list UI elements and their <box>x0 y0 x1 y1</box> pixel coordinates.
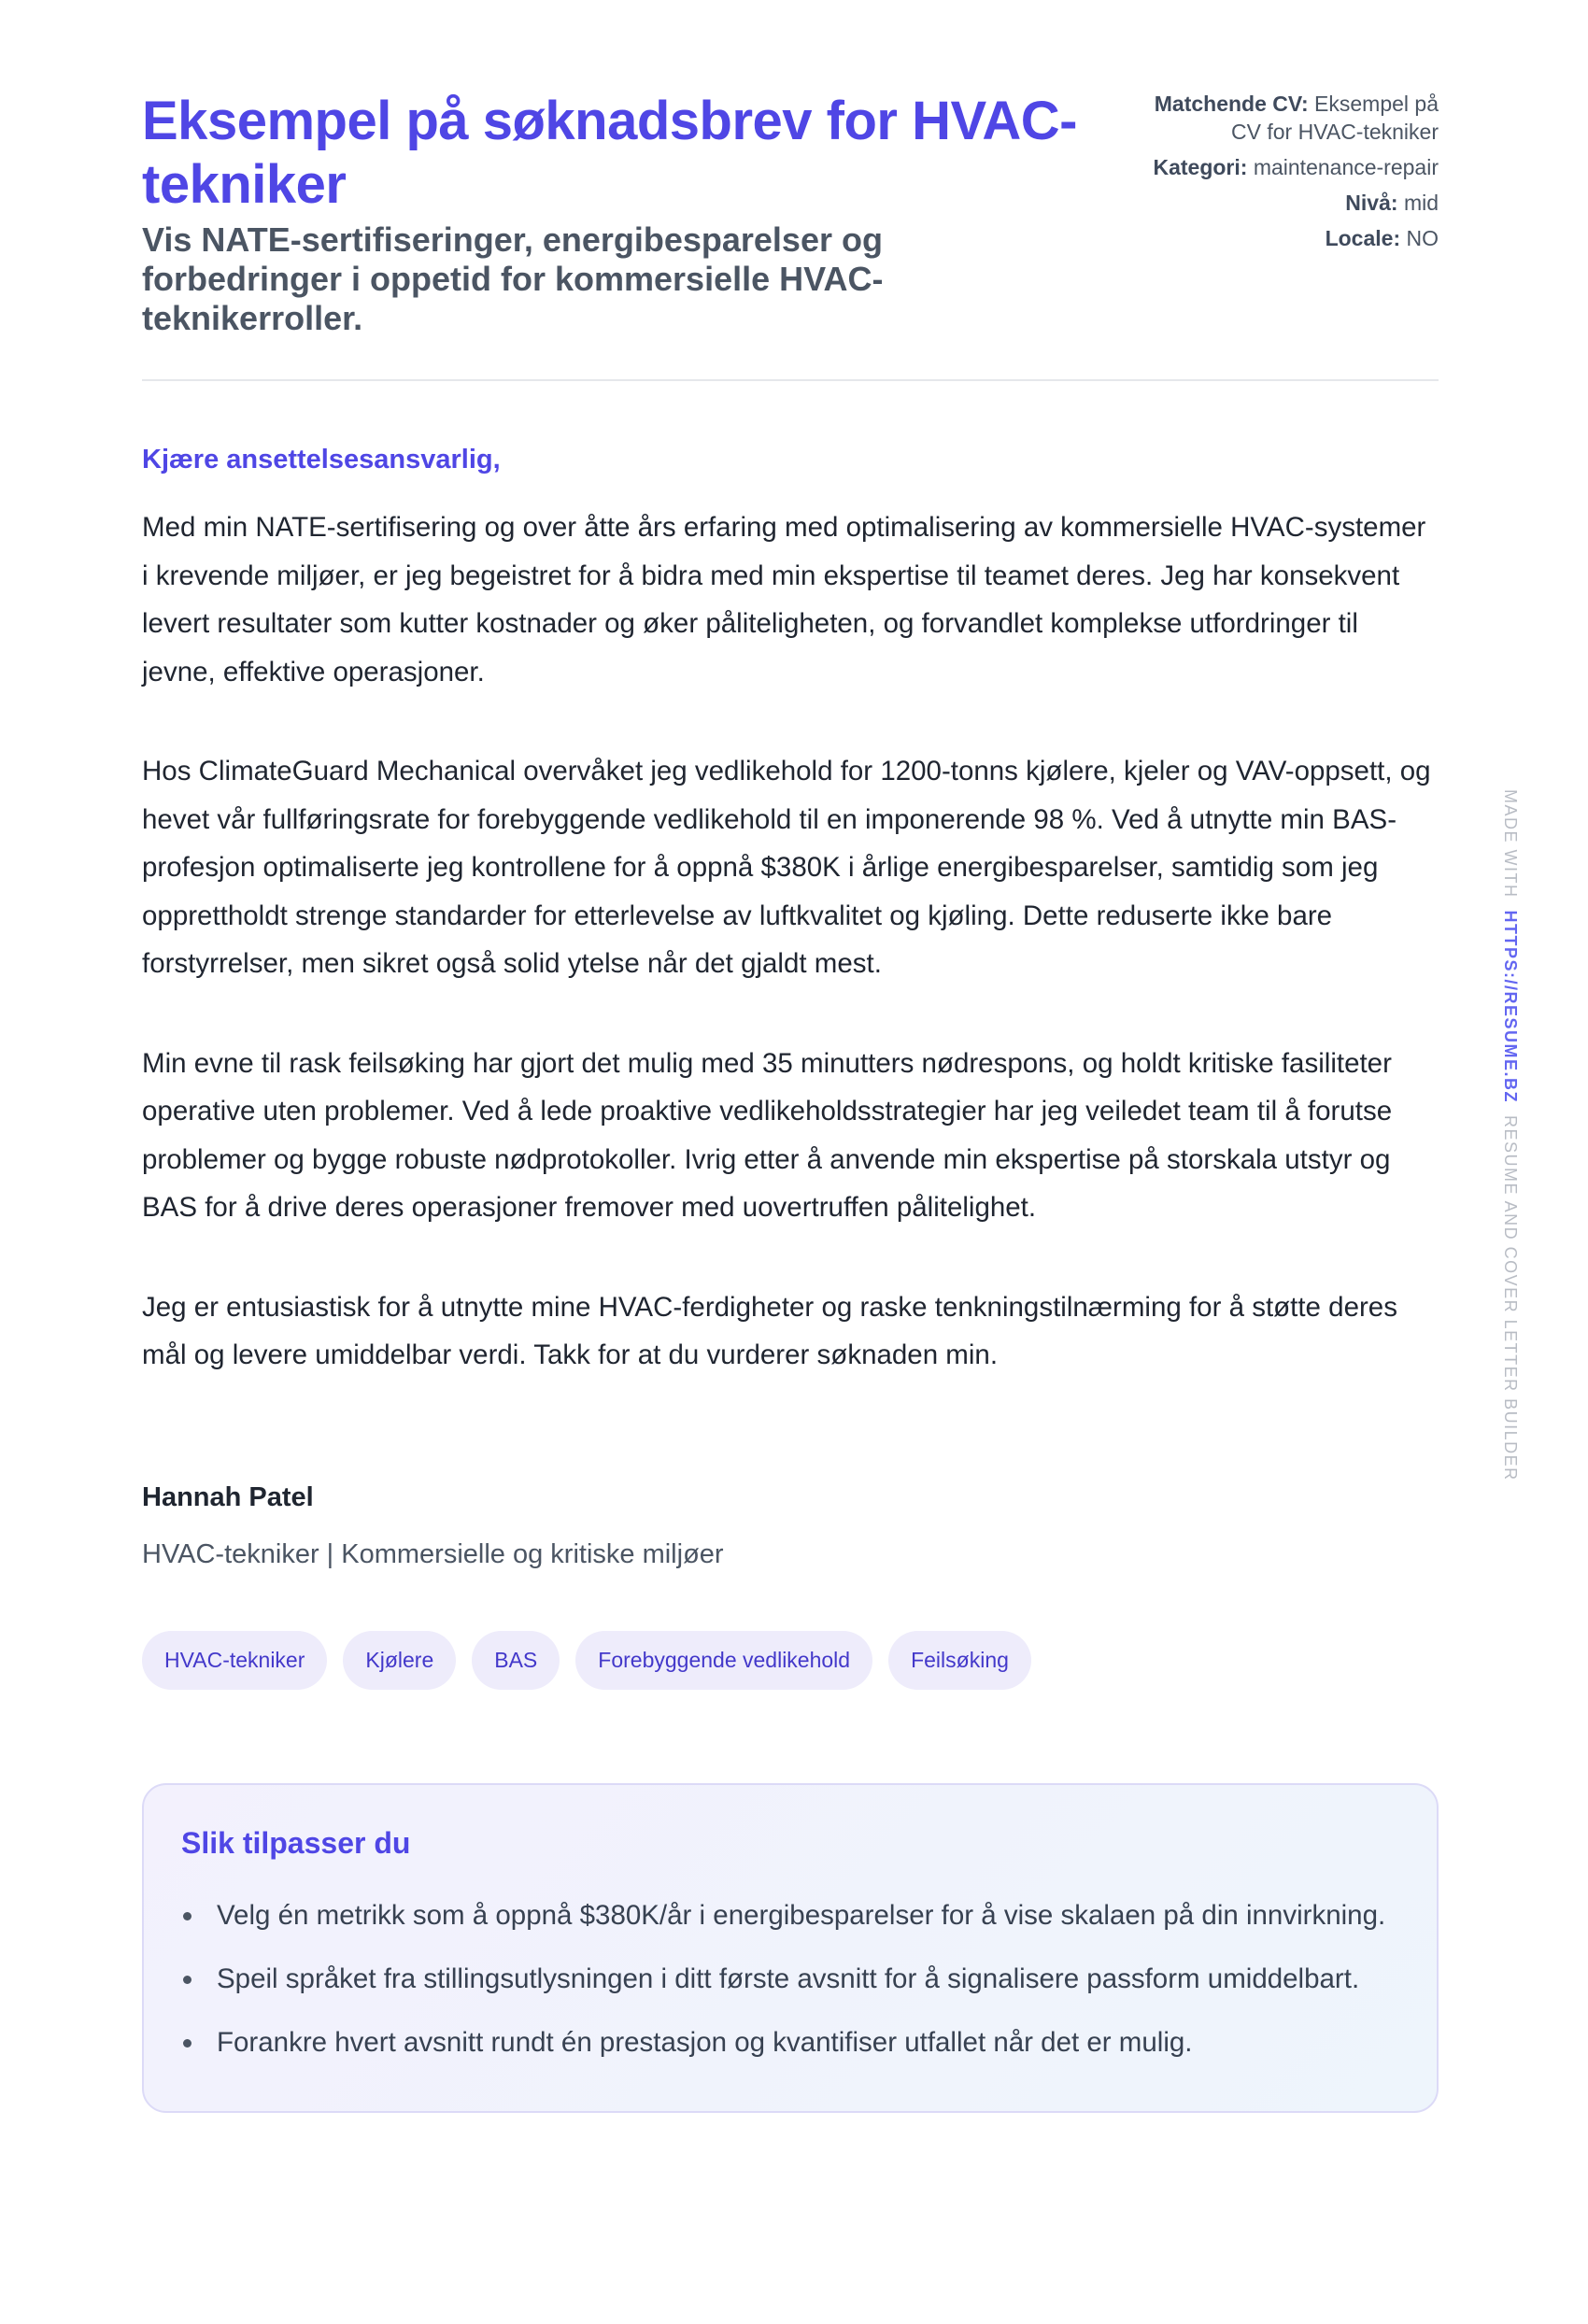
letter-paragraph: Jeg er entusiastisk for å utnytte mine HVAC-ferdigheter og raske tenkningstilnærming for å støtte deres mål og levere umiddelbar verdi. Takk for at du vurderer søknaden min. <box>142 1291 1397 1370</box>
meta-label: Locale: <box>1325 226 1401 250</box>
page-title: Eksempel på søknadsbrev for HVAC-tekniker <box>142 91 1077 215</box>
tips-title: Slik tilpasser du <box>181 1825 411 1860</box>
tip-item: Forankre hvert avsnitt rundt én prestasjon og kvantifiser utfallet når det er mulig. <box>181 2019 1399 2066</box>
tag[interactable]: Forebyggende vedlikehold <box>575 1631 872 1690</box>
meta-label: Kategori: <box>1153 155 1248 179</box>
meta-locale <box>1130 224 1439 252</box>
tips-list <box>181 1892 1399 2066</box>
meta-category <box>1130 153 1439 181</box>
meta-matching-cv <box>1130 90 1439 146</box>
tip-item: Speil språket fra stillingsutlysningen i ditt første avsnitt for å signalisere passform umiddelbart. <box>181 1956 1399 2003</box>
meta-value: maintenance-repair <box>1253 155 1439 179</box>
meta-label: Matchende CV: <box>1154 92 1309 116</box>
tips-box <box>142 1783 1439 2113</box>
letter-paragraph: Min evne til rask feilsøking har gjort det mulig med 35 minutters nødrespons, og holdt kritiske fasiliteter operative uten problemer. Ved å lede proaktive vedlikeholdsstrategier har jeg veiledet team til å forutse problemer og bygge robuste nødprotokoller. Ivrig etter å anvende min ekspertise på storskala utstyr og BAS for å drive deres operasjoner fremover med uovertruffen pålitelighet. <box>142 1047 1393 1223</box>
letter-paragraph: Med min NATE-sertifisering og over åtte års erfaring med optimalisering av kommersielle HVAC-systemer i krevende miljøer, er jeg begeistret for å bidra med min ekspertise til teamet deres. Jeg har konsekvent levert resultater som kutter kostnader og øker påliteligheten, og forvandlet komplekse utfordringer til jevne, effektive operasjoner. <box>142 512 1426 687</box>
tag[interactable]: Feilsøking <box>888 1631 1031 1690</box>
watermark-prefix: MADE WITH <box>1501 789 1520 899</box>
tag-list <box>142 1631 1439 1690</box>
salutation: Kjære ansettelsesansvarlig, <box>142 445 501 475</box>
meta-value: mid <box>1403 191 1439 215</box>
watermark-link[interactable]: HTTPS://RESUME.BZ <box>1501 910 1520 1104</box>
watermark <box>1500 789 1520 1481</box>
cover-letter-page <box>142 90 1439 2113</box>
letter-paragraph: Hos ClimateGuard Mechanical overvåket jeg vedlikehold for 1200-tonns kjølere, kjeler og VAV-oppsett, og hevet vår fullføringsrate for forebyggende vedlikehold til en imponerende 98 %. Ved å utnytte min BAS-profesjon optimaliserte jeg kontrollene for å oppnå $380K i årlige energibesparelser, samtidig som jeg opprettholdt strenge standarder for etterlevelse av luftkvalitet og kjøling. Dette reduserte ikke bare forstyrrelser, men sikret også solid ytelse når det gjaldt mest. <box>142 756 1431 979</box>
meta-label: Nivå: <box>1345 191 1398 215</box>
tag[interactable]: HVAC-tekniker <box>142 1631 327 1690</box>
meta-info <box>1130 90 1439 260</box>
meta-value[interactable]: Eksempel på CV for HVAC-tekniker <box>1231 92 1439 144</box>
meta-level <box>1130 189 1439 217</box>
signature-role: HVAC-tekniker | Kommersielle og kritiske miljøer <box>142 1538 724 1569</box>
tag[interactable]: BAS <box>472 1631 560 1690</box>
watermark-suffix: RESUME AND COVER LETTER BUILDER <box>1501 1115 1520 1481</box>
meta-value: NO <box>1406 226 1439 250</box>
tag[interactable]: Kjølere <box>343 1631 456 1690</box>
signature-name: Hannah Patel <box>142 1481 314 1512</box>
page-header <box>142 90 1439 381</box>
tip-item: Velg én metrikk som å oppnå $380K/år i energibesparelser for å vise skalaen på din innvirkning. <box>181 1892 1399 1939</box>
page-subtitle: Vis NATE-sertifiseringer, energibesparelser og forbedringer i oppetid for kommersielle HVAC-teknikerroller. <box>142 220 884 337</box>
